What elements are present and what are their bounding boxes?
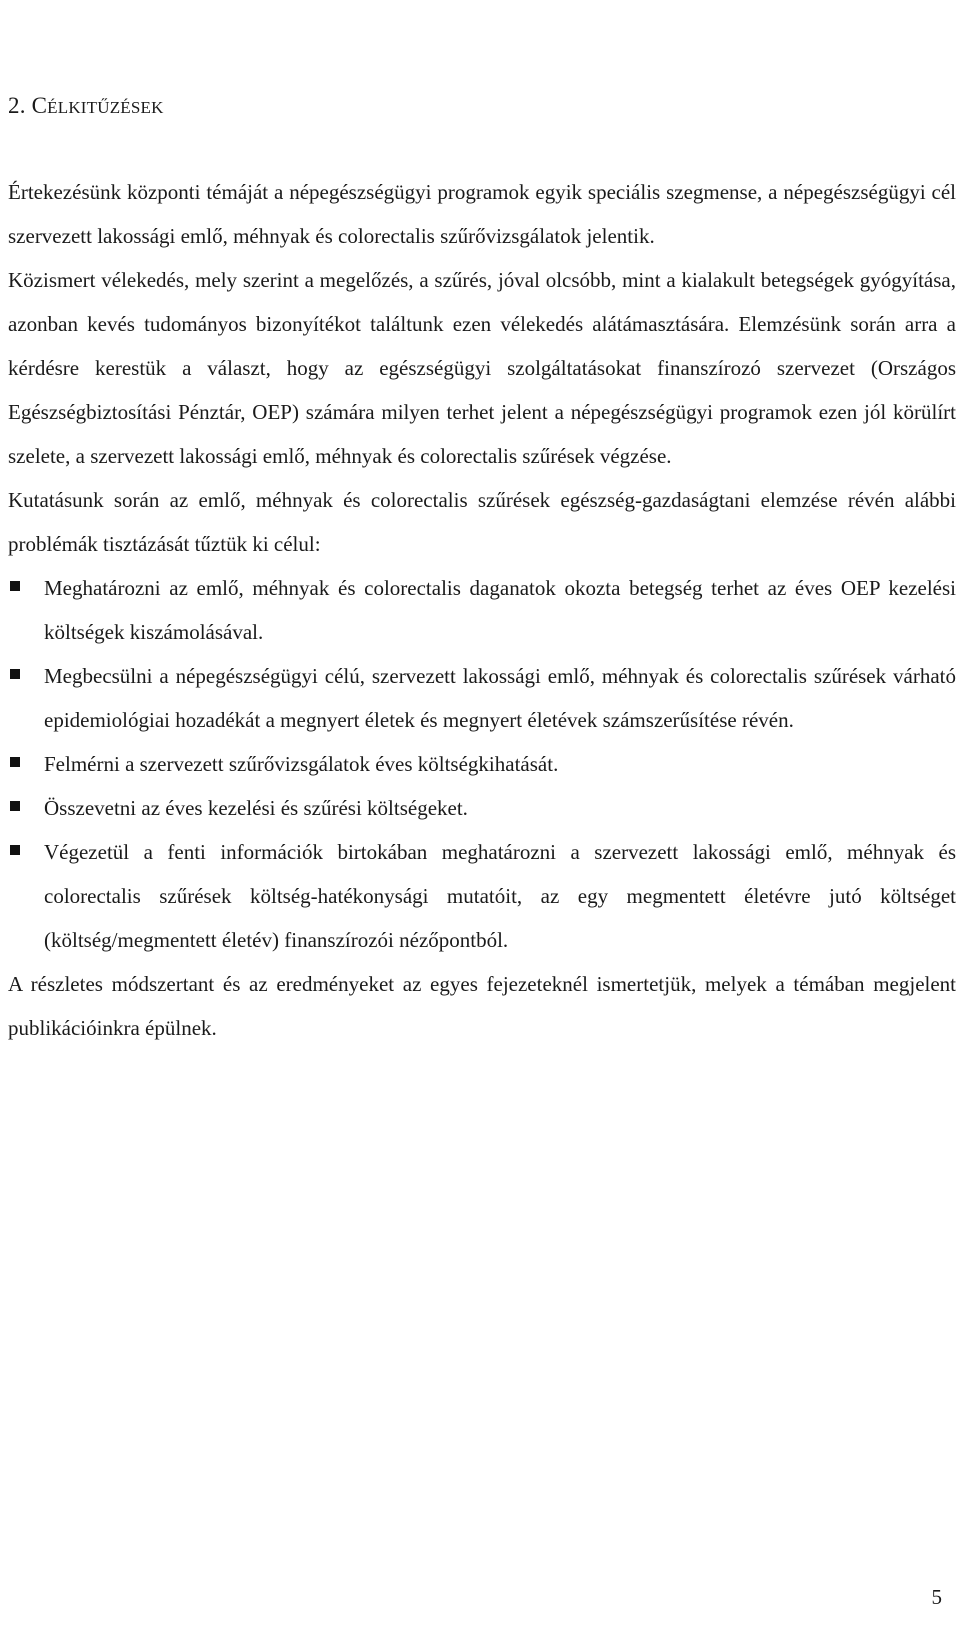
context-paragraph: Közismert vélekedés, mely szerint a megelőzés, a szűrés, jóval olcsóbb, mint a kialakult betegségek gyógyítása, azonban kevés tudományos bizonyítékot találtunk ezen vélekedés alátámasztására. Elemzésünk során arra a kérdésre kerestük a választ, hogy az egészségügyi szolgáltatásokat finanszírozó szervezet (Országos Egészségbiztosítási Pénztár, OEP) számára milyen terhet jelent a népegészségügyi programok ezen jól körülírt szelete, a szervezett lakossági emlő, méhnyak és colorectalis szűrések végzése.	[8, 268, 956, 468]
document-body	[8, 170, 956, 1050]
goal-text: Végezetül a fenti információk birtokában meghatározni a szervezett lakossági emlő, méhnyak és colorectalis szűrések költség-hatékonysági mutatóit, az egy megmentett életévre jutó költséget (költség/megmentett életév) finanszírozói nézőpontból.	[44, 840, 956, 952]
square-bullet-icon	[10, 801, 20, 811]
section-heading	[8, 90, 164, 124]
goal-text: Megbecsülni a népegészségügyi célú, szervezett lakossági emlő, méhnyak és colorectalis szűrések várható epidemiológiai hozadékát a megnyert életek és megnyert életévek számszerűsítése révén.	[44, 664, 956, 732]
square-bullet-icon	[10, 757, 20, 767]
intro-paragraph: Értekezésünk központi témáját a népegészségügyi programok egyik speciális szegmense, a népegészségügyi cél szervezett lakossági emlő, méhnyak és colorectalis szűrővizsgálatok jelentik.	[8, 180, 956, 248]
goal-item	[8, 654, 956, 742]
closing-paragraph: A részletes módszertant és az eredményeket az egyes fejezeteknél ismertetjük, melyek a témában megjelent publikációinkra épülnek.	[8, 972, 956, 1040]
section-title-rest: ÉLKITŰZÉSEK	[47, 98, 164, 117]
aims-intro-paragraph: Kutatásunk során az emlő, méhnyak és colorectalis szűrések egészség-gazdaságtani elemzése révén alábbi problémák tisztázását tűztük ki célul:	[8, 488, 956, 556]
goal-item	[8, 742, 956, 786]
goal-item	[8, 786, 956, 830]
goal-item	[8, 830, 956, 962]
section-title-initial: C	[31, 93, 48, 118]
goal-item	[8, 566, 956, 654]
square-bullet-icon	[10, 845, 20, 855]
goal-text: Meghatározni az emlő, méhnyak és colorectalis daganatok okozta betegség terhet az éves OEP kezelési költségek kiszámolásával.	[44, 576, 956, 644]
square-bullet-icon	[10, 669, 20, 679]
goal-text: Felmérni a szervezett szűrővizsgálatok éves költségkihatását.	[44, 752, 559, 776]
goals-list	[8, 566, 956, 962]
square-bullet-icon	[10, 581, 20, 591]
page-number: 5	[931, 1585, 942, 1609]
goal-text: Összevetni az éves kezelési és szűrési költségeket.	[44, 796, 468, 820]
section-number: 2.	[8, 93, 26, 118]
